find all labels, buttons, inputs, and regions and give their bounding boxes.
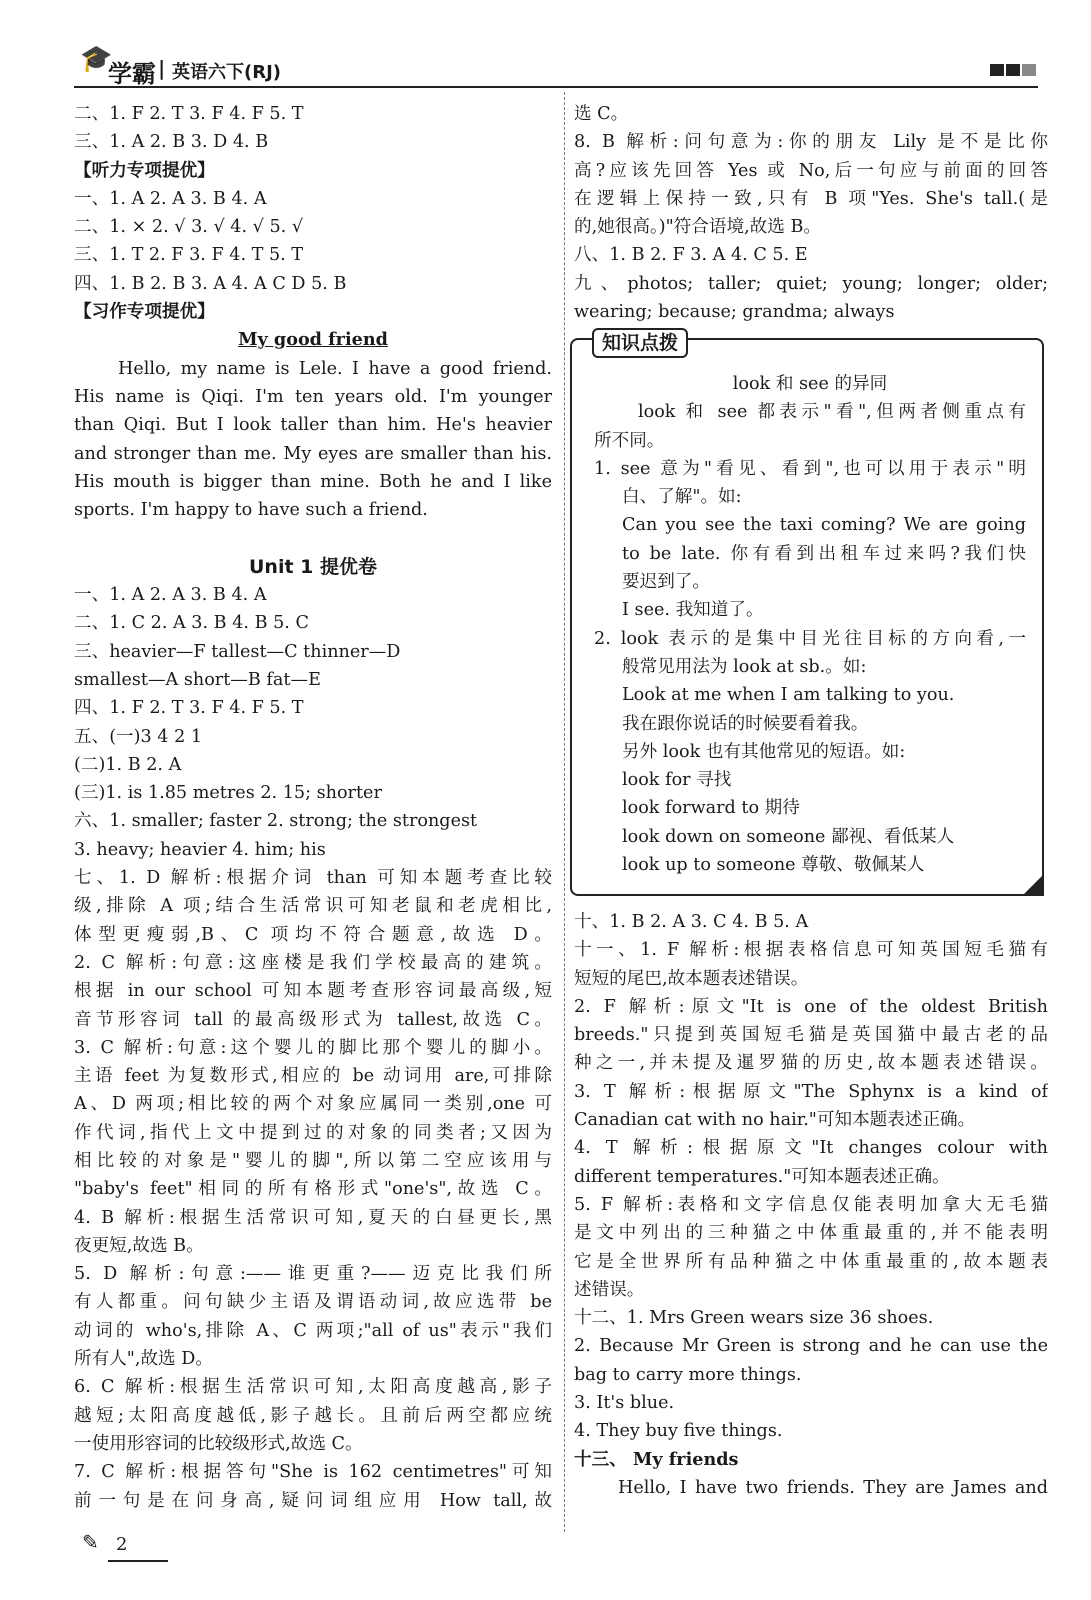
text-line: look for 寻找 bbox=[622, 770, 732, 791]
text-line: 三、1. T 2. F 3. F 4. T 5. T bbox=[74, 245, 304, 266]
text-line: 【习作专项提优】 bbox=[74, 301, 215, 323]
text-line: wearing; because; grandma; always bbox=[574, 302, 895, 323]
text-line: 相比较的对象是"婴儿的脚",所以第二空应该用与 bbox=[74, 1150, 552, 1171]
text-line: 要迟到了。 bbox=[622, 572, 710, 593]
text-line: 4. B 解析:根据生活常识可知,夏天的白昼更长,黑 bbox=[74, 1207, 552, 1228]
page-number: 2 bbox=[116, 1534, 128, 1555]
text-line: 选 C。 bbox=[574, 104, 629, 124]
text-line: 所不同。 bbox=[594, 430, 665, 451]
text-line: His name is Qiqi. I'm ten years old. I'm younger bbox=[74, 386, 552, 407]
text-line: Hello, I have two friends. They are James and bbox=[618, 1477, 1048, 1498]
text-line: 作代词,指代上文中提到过的对象的同类者;又因为 bbox=[74, 1122, 552, 1143]
tip-box-body bbox=[594, 370, 1026, 879]
tip-box-title: 知识点拨 bbox=[592, 328, 688, 358]
text-line: 三、heavier—F tallest—C thinner—D bbox=[74, 641, 401, 662]
text-line: 高?应该先回答 Yes 或 No,后一句应与前面的回答 bbox=[574, 160, 1048, 181]
text-line: 般常见用法为 look at sb.。如: bbox=[622, 656, 867, 677]
text-line: 的,她很高。)"符合语境,故选 B。 bbox=[574, 217, 821, 238]
text-line: 二、1. F 2. T 3. F 4. F 5. T bbox=[74, 104, 304, 124]
text-line: Unit 1 提优卷 bbox=[249, 555, 377, 578]
text-line: 十、1. B 2. A 3. C 4. B 5. A bbox=[574, 912, 809, 932]
text-line: 六、1. smaller; faster 2. strong; the strongest bbox=[74, 811, 478, 832]
text-line: "baby's feet"相同的所有格形式"one's",故选 C。 bbox=[74, 1179, 552, 1200]
text-line: 在逻辑上保持一致,只有 B 项"Yes. She's tall.(是 bbox=[574, 188, 1048, 209]
text-line: 3. C 解析:句意:这个婴儿的脚比那个婴儿的脚小。 bbox=[74, 1037, 552, 1058]
text-line: 音节形容词 tall 的最高级形式为 tallest,故选 C。 bbox=[74, 1009, 552, 1030]
text-line: 短短的尾巴,故本题表述错误。 bbox=[574, 968, 809, 989]
text-line: 根据 in our school 可知本题考查形容词最高级,短 bbox=[74, 981, 552, 1002]
text-line: Canadian cat with no hair."可知本题表述正确。 bbox=[574, 1110, 976, 1131]
text-line: 另外 look 也有其他常见的短语。如: bbox=[622, 741, 906, 762]
text-line: 二、1. C 2. A 3. B 4. B 5. C bbox=[74, 613, 309, 634]
text-line: sports. I'm happy to have such a friend. bbox=[74, 500, 428, 521]
text-line: 3. T 解析:根据原文"The Sphynx is a kind of bbox=[574, 1081, 1048, 1102]
text-line: 4. T 解析:根据原文"It changes colour with bbox=[574, 1138, 1048, 1159]
text-line: 2. C 解析:句意:这座楼是我们学校最高的建筑。 bbox=[74, 952, 552, 973]
page-header bbox=[74, 42, 1038, 88]
text-line: 所有人",故选 D。 bbox=[74, 1349, 213, 1370]
text-line: 它是全世界所有品种猫之中体重最重的,故本题表 bbox=[574, 1251, 1048, 1272]
text-line: 是文中列出的三种猫之中体重最重的,并不能表明 bbox=[574, 1223, 1048, 1244]
text-line: 3. heavy; heavier 4. him; his bbox=[74, 839, 326, 860]
text-line: 十三、 My friends bbox=[574, 1448, 739, 1470]
right-column-bottom bbox=[574, 908, 1048, 1502]
footer-rule bbox=[108, 1560, 168, 1562]
text-line: 2. look 表示的是集中目光往目标的方向看,一 bbox=[594, 628, 1026, 649]
text-line: 八、1. B 2. F 3. A 4. C 5. E bbox=[574, 245, 808, 266]
pencil-icon: ✎ bbox=[82, 1530, 99, 1554]
text-line: 1. see 意为"看见、看到",也可以用于表示"明 bbox=[594, 458, 1026, 479]
text-line: I see. 我知道了。 bbox=[622, 600, 764, 621]
text-line: 九、photos; taller; quiet; young; longer; older; bbox=[574, 273, 1048, 294]
text-line: 体型更瘦弱,B、C 项均不符合题意,故选 D。 bbox=[74, 924, 552, 945]
text-line: 一、1. A 2. A 3. B 4. A bbox=[74, 188, 267, 209]
text-line: 七、1. D 解析:根据介词 than 可知本题考查比较 bbox=[74, 868, 552, 889]
text-line: 述错误。 bbox=[574, 1279, 645, 1300]
graduation-cap-icon: 🎓 bbox=[80, 44, 113, 74]
text-line: 动词的 who's,排除 A、C 两项;"all of us"表示"我们 bbox=[74, 1320, 552, 1341]
text-line: A、D 两项;相比较的两个对象应属同一类别,one 可 bbox=[74, 1094, 552, 1115]
text-line: to be late. 你有看到出租车过来吗?我们快 bbox=[622, 543, 1026, 564]
text-line: look 和 see 的异同 bbox=[732, 374, 888, 394]
left-column bbox=[74, 100, 552, 1515]
text-line: (三)1. is 1.85 metres 2. 15; shorter bbox=[74, 783, 382, 804]
text-line: 夜更短,故选 B。 bbox=[74, 1235, 204, 1256]
text-line: 五、(一)3 4 2 1 bbox=[74, 726, 203, 747]
text-line: 2. F 解析:原文"It is one of the oldest British bbox=[574, 996, 1048, 1017]
subject-title: 英语六下(RJ) bbox=[172, 62, 282, 83]
text-line: 一、1. A 2. A 3. B 4. A bbox=[74, 585, 267, 606]
right-column-top bbox=[574, 100, 1048, 326]
text-line: His mouth is bigger than mine. Both he and I like bbox=[74, 471, 552, 492]
text-line: look down on someone 鄙视、看低某人 bbox=[622, 826, 955, 847]
text-line: 四、1. F 2. T 3. F 4. F 5. T bbox=[74, 698, 304, 719]
brand-logo: 学霸 bbox=[108, 60, 156, 88]
text-line: than Qiqi. But I look taller than him. He's heavier bbox=[74, 415, 552, 436]
text-line: look up to someone 尊敬、敬佩某人 bbox=[622, 855, 925, 876]
header-separator: | bbox=[158, 56, 166, 80]
text-line: 我在跟你说话的时候要看着我。 bbox=[622, 713, 869, 734]
text-line: bag to carry more things. bbox=[574, 1364, 802, 1385]
text-line: 三、1. A 2. B 3. D 4. B bbox=[74, 132, 269, 153]
text-line: 前一句是在问身高,疑问词组应用 How tall,故 bbox=[74, 1490, 552, 1511]
text-line: 【听力专项提优】 bbox=[74, 159, 215, 181]
text-line: 种之一,并未提及暹罗猫的历史,故本题表述错误。 bbox=[574, 1053, 1048, 1074]
text-line: 3. It's blue. bbox=[574, 1393, 675, 1414]
text-line: 8. B 解析:问句意为:你的朋友 Lily 是不是比你 bbox=[574, 132, 1048, 153]
text-line: Look at me when I am talking to you. bbox=[622, 685, 955, 706]
text-line: 5. F 解析:表格和文字信息仅能表明加拿大无毛猫 bbox=[574, 1194, 1048, 1215]
text-line: 越短;太阳高度越低,影子越长。且前后两空都应统 bbox=[74, 1405, 552, 1426]
column-divider bbox=[564, 92, 565, 1532]
page-fold-icon bbox=[1022, 874, 1044, 896]
text-line: 5. D 解析:句意:——谁更重?——迈克比我们所 bbox=[74, 1264, 552, 1285]
text-line: 白、了解"。如: bbox=[622, 487, 742, 508]
text-line: 级,排除 A 项;结合生活常识可知老鼠和老虎相比, bbox=[74, 896, 552, 917]
text-line: different temperatures."可知本题表述正确。 bbox=[574, 1166, 950, 1187]
text-line: Can you see the taxi coming? We are going bbox=[622, 515, 1026, 536]
text-line: My good friend bbox=[238, 329, 388, 351]
text-line: (二)1. B 2. A bbox=[74, 754, 182, 775]
text-line: breeds."只提到英国短毛猫是英国猫中最古老的品 bbox=[574, 1025, 1048, 1046]
text-line: 二、1. × 2. √ 3. √ 4. √ 5. √ bbox=[74, 217, 304, 238]
text-line: 十二、1. Mrs Green wears size 36 shoes. bbox=[574, 1308, 934, 1329]
text-line: 一使用形容词的比较级形式,故选 C。 bbox=[74, 1433, 363, 1454]
knowledge-tip-box bbox=[570, 332, 1044, 896]
text-line: 四、1. B 2. B 3. A 4. A C D 5. B bbox=[74, 273, 347, 294]
text-line: 十一、1. F 解析:根据表格信息可知英国短毛猫有 bbox=[574, 940, 1048, 961]
text-line: smallest—A short—B fat—E bbox=[74, 669, 321, 690]
text-line: and stronger than me. My eyes are smaller than his. bbox=[74, 443, 552, 464]
text-line: 7. C 解析:根据答句"She is 162 centimetres"可知 bbox=[74, 1462, 552, 1483]
text-line: look forward to 期待 bbox=[622, 798, 800, 819]
text-line: 6. C 解析:根据生活常识可知,太阳高度越高,影子 bbox=[74, 1377, 552, 1398]
text-line: Hello, my name is Lele. I have a good friend. bbox=[118, 358, 552, 379]
text-line: look 和 see 都表示"看",但两者侧重点有 bbox=[638, 402, 1026, 423]
text-line: 4. They buy five things. bbox=[574, 1421, 783, 1442]
text-line: 主语 feet 为复数形式,相应的 be 动词用 are,可排除 bbox=[74, 1066, 552, 1087]
text-line: 2. Because Mr Green is strong and he can use the bbox=[574, 1336, 1048, 1357]
header-squares-icon bbox=[990, 64, 1036, 76]
text-line bbox=[74, 524, 552, 552]
text-line: 有人都重。问句缺少主语及谓语动词,故应选带 be bbox=[74, 1292, 552, 1313]
